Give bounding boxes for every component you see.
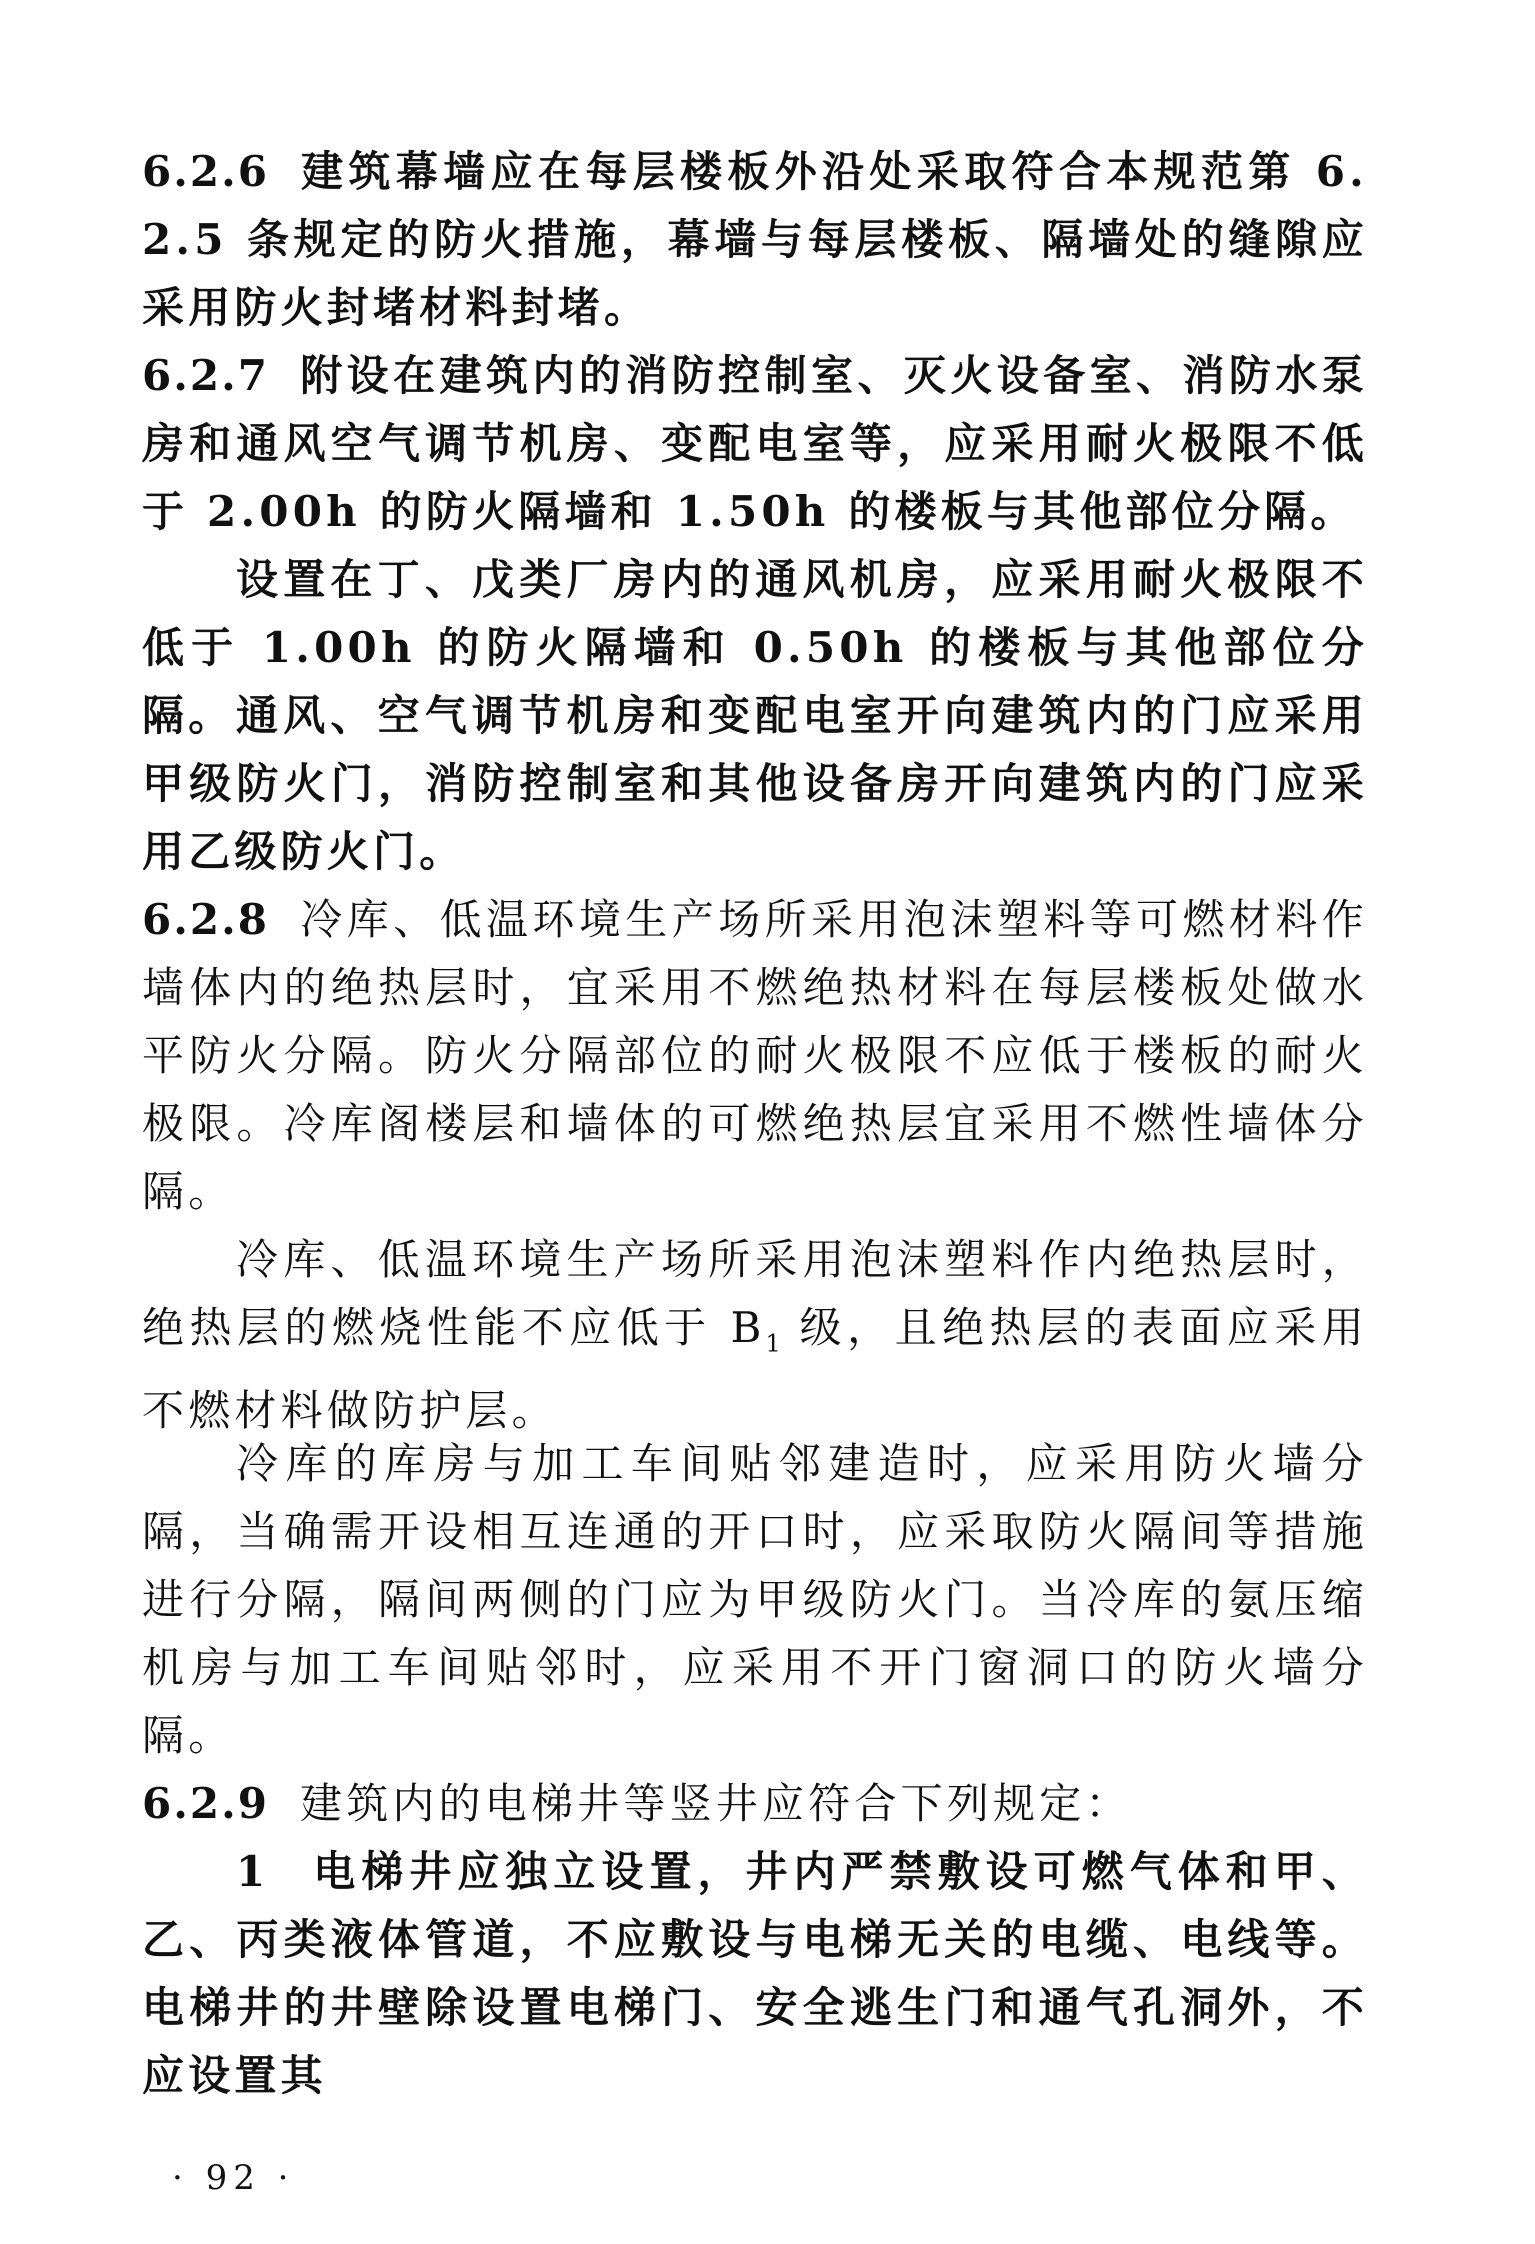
clause-number: 6.2.8 xyxy=(142,895,269,944)
paragraph-cold-storage xyxy=(142,1430,1368,1770)
clause-text: 建筑幕墙应在每层楼板外沿处采取符合本规范第 6.2.5 条规定的防火措施，幕墙与每层楼板、隔墙处的缝隙应采用防火封堵材料封堵。 xyxy=(142,147,1368,332)
paragraph-text: 设置在丁、戊类厂房内的通风机房，应采用耐火极限不低于 1.00h 的防火隔墙和 0.50h 的楼板与其他部位分隔。 xyxy=(142,555,1368,740)
item-number: 1 xyxy=(236,1847,270,1896)
item-text: 电梯井应独立设置，井内严禁敷设可燃气体和甲、乙、丙类液体管道，不应敷设与电梯无关的电缆、电线等。电梯井的井壁除设置电梯门、安全逃生门和通气孔洞外，不应设置其 xyxy=(142,1847,1368,2100)
paragraph-text-b: 级，且绝热层的表面应采用不燃材料做防护层。 xyxy=(142,1303,1369,1436)
clause-text: 建筑内的电梯井等竖井应符合下列规定： xyxy=(300,1779,1132,1828)
paragraph-text-a: 冷库、低温环境生产场所采用泡沫塑料作内绝热层时，绝热层的燃烧性能不应低于 B xyxy=(142,1235,1368,1352)
clause-number: 6.2.9 xyxy=(142,1779,269,1828)
clause-6-2-6 xyxy=(142,138,1368,342)
paragraph-insulation xyxy=(142,1226,1368,1445)
subscript: 1 xyxy=(765,1329,781,1358)
clause-6-2-8 xyxy=(142,886,1368,1226)
clause-number: 6.2.7 xyxy=(142,351,269,400)
clause-text: 冷库、低温环境生产场所采用泡沫塑料等可燃材料作墙体内的绝热层时，宜采用不燃绝热材料在每层楼板处做水平防火分隔。防火分隔部位的耐火极限不应低于楼板的耐火极限。冷库阁楼层和墙体的可燃绝热层宜采用不燃性墙体分隔。 xyxy=(142,895,1368,1216)
clause-6-2-7 xyxy=(142,342,1368,546)
clause-number: 6.2.6 xyxy=(142,147,269,196)
paragraph-text: 通风、空气调节机房和变配电室开向建筑内的门应采用甲级防火门，消防控制室和其他设备房开向建筑内的门应采用乙级防火门。 xyxy=(142,691,1368,876)
clause-6-2-9 xyxy=(142,1770,1368,1838)
clause-6-2-9-item-1 xyxy=(142,1838,1368,2110)
paragraph-text: 冷库的库房与加工车间贴邻建造时，应采用防火墙分隔，当确需开设相互连通的开口时，应采取防火隔间等措施进行分隔，隔间两侧的门应为甲级防火门。当冷库的氨压缩机房与加工车间贴邻时，应采用不开门窗洞口的防火墙分隔。 xyxy=(142,1439,1368,1760)
page-number: · 92 · xyxy=(172,2158,295,2198)
clause-text: 附设在建筑内的消防控制室、灭火设备室、消防水泵房和通风空气调节机房、变配电室等，应采用耐火极限不低于 2.00h 的防火隔墙和 1.50h 的楼板与其他部位分隔。 xyxy=(142,351,1368,536)
paragraph-doors xyxy=(142,682,1368,886)
